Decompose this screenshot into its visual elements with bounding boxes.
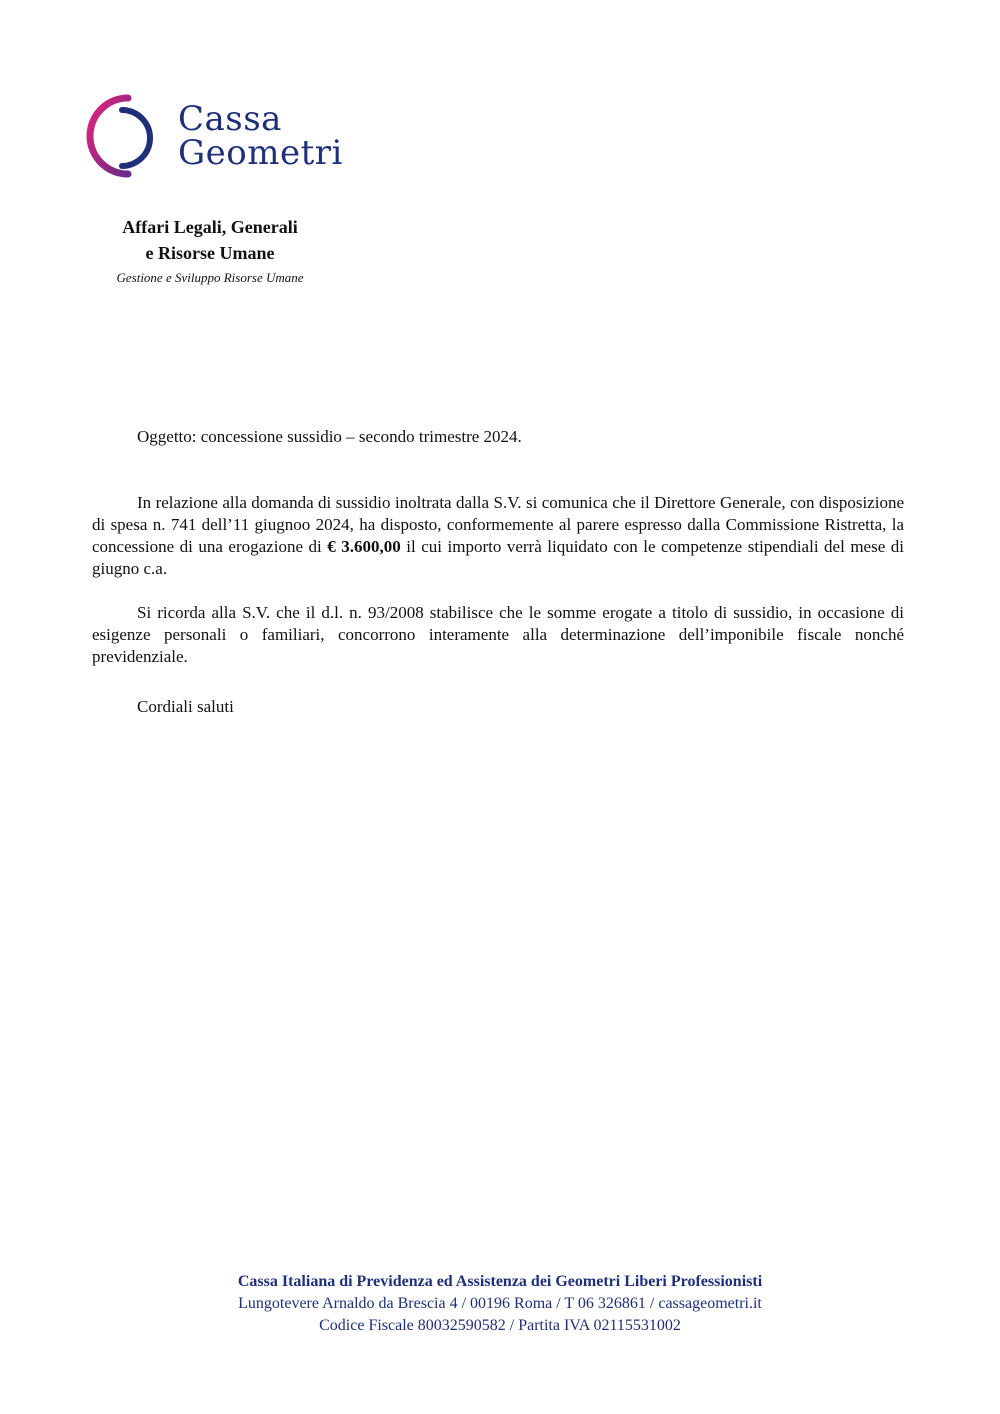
department-line-2: e Risorse Umane [145, 243, 275, 263]
logo-rings-icon [80, 92, 170, 182]
department-sub: Gestione e Sviluppo Risorse Umane [116, 270, 304, 285]
paragraph-1 [92, 492, 904, 580]
logo-line-1: Cassa [178, 99, 282, 139]
subject-line: Oggetto: concessione sussidio – secondo trimestre 2024. [137, 427, 522, 446]
logo-wordmark [178, 99, 343, 173]
cassa-geometri-logo [80, 92, 360, 182]
department-header [100, 214, 320, 288]
logo-line-2: Geometri [178, 133, 343, 173]
paragraph-2: Si ricorda alla S.V. che il d.l. n. 93/2008 stabilisce che le somme erogate a titolo di sussidio, in occasione di esigenze personali o familiari, concorrono interamente alla determinazione dell’imponibile fiscale nonché previdenziale. [92, 603, 904, 666]
letter-body [92, 492, 904, 690]
department-line-1: Affari Legali, Generali [122, 217, 298, 237]
paragraph-1-after: il cui importo verrà liquidato con le competenze stipendiali del mese di giugno c.a. [92, 537, 904, 578]
footer [0, 1271, 1000, 1337]
footer-title: Cassa Italiana di Previdenza ed Assistenza dei Geometri Liberi Professionisti [237, 1273, 763, 1290]
closing-salutation: Cordiali saluti [137, 697, 234, 716]
footer-address: Lungotevere Arnaldo da Brescia 4 / 00196 Roma / T 06 326861 / cassageometri.it [238, 1295, 762, 1312]
amount: € 3.600,00 [327, 537, 401, 556]
footer-fiscal: Codice Fiscale 80032590582 / Partita IVA 02115531002 [319, 1317, 681, 1334]
paragraph-1-before: In relazione alla domanda di sussidio inoltrata dalla S.V. si comunica che il Direttore Generale, con disposizione di spesa n. 741 dell’11 giugnoo 2024, ha disposto, conformemente al parere espresso dalla Commissione Ristretta, la concessione di una erogazione di [92, 493, 904, 556]
